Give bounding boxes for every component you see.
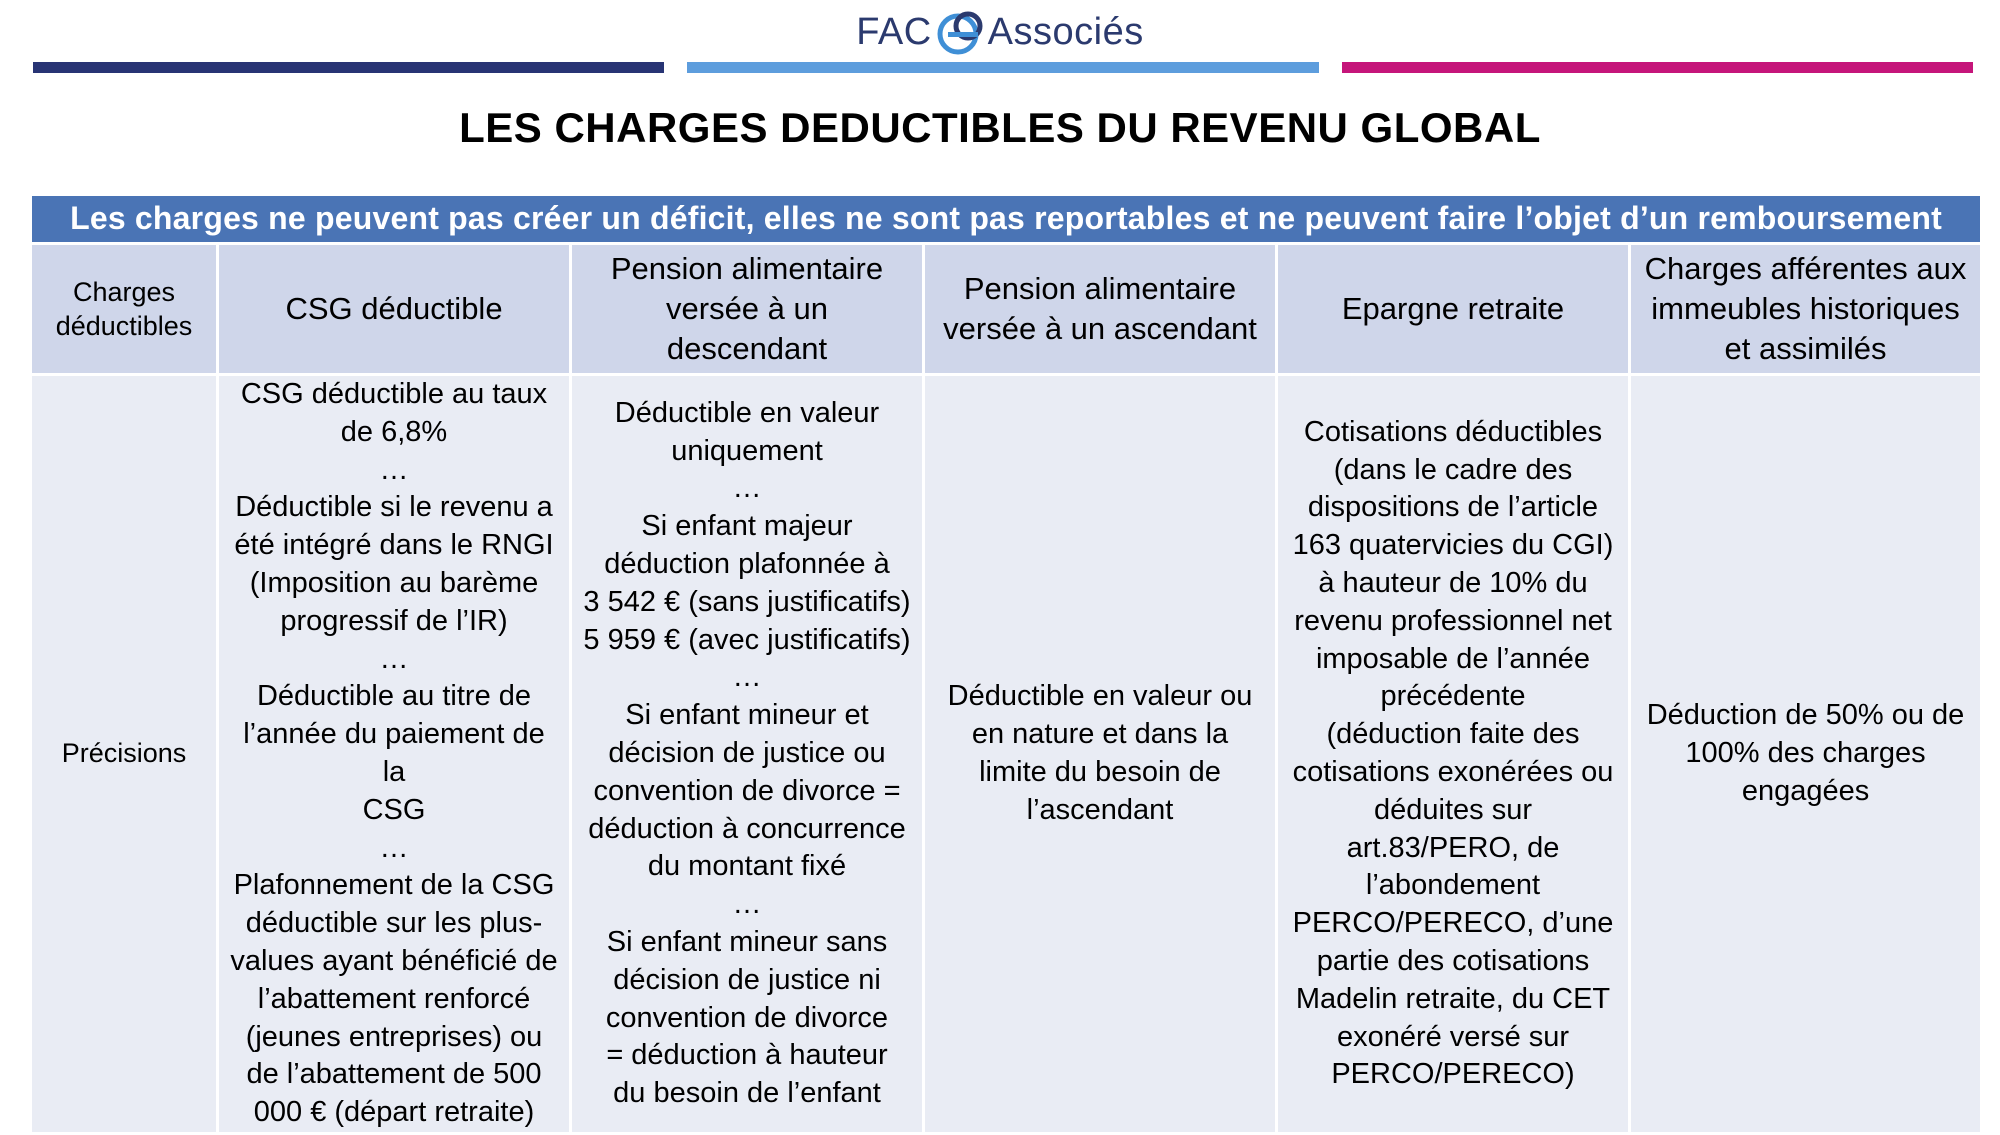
table-cell [571,375,924,1134]
cell-line: revenu professionnel net [1294,604,1612,637]
bar-light-blue [687,62,1318,73]
cell-line: engagées [1741,774,1870,807]
cell-line: déductible sur les plus- [245,907,543,940]
cell-line: décision de justice ou [608,737,886,770]
cell-line: précédente [1380,680,1526,713]
column-header [924,244,1277,375]
column-header [1630,244,1982,375]
cell-line: Plafonnement de la CSG [233,869,555,902]
table-cell [924,375,1277,1134]
cell-line: 100% des charges [1685,737,1926,770]
logo-mark-icon [934,6,986,58]
logo-text-left: FAC [856,10,932,53]
cell-line: … [732,472,762,505]
cell-line: … [379,453,409,486]
cell-line: Déductible si le revenu a [235,491,553,524]
cell-line: (Imposition au barème [249,566,539,599]
cell-line: 163 quatervicies du CGI) [1292,529,1614,562]
cell-line: convention de divorce [605,1001,889,1034]
cell-line: partie des cotisations [1316,944,1590,977]
cell-line: 3 542 € (sans justificatifs) [583,585,911,618]
cell-line: limite du besoin de [979,755,1221,788]
cell-line: PERCO/PERECO, d’une [1292,907,1614,940]
cell-line: en nature et dans la [971,718,1229,751]
table-banner: Les charges ne peuvent pas créer un déficit, elles ne sont pas reportables et ne peuvent faire l’objet d’un remboursement [31,195,1982,244]
cell-line: Si enfant mineur sans [606,926,888,959]
table-cell [1630,375,1982,1134]
logo-text-right: Associés [987,10,1144,53]
column-header [218,244,571,375]
table-cell [1277,375,1630,1134]
cell-line: de l’abattement de 500 [246,1058,542,1091]
cell-line: du montant fixé [647,850,847,883]
cell-line: été intégré dans le RNGI [234,529,554,562]
cell-line: 5 959 € (avec justificatifs) [583,623,911,656]
cell-line: Si enfant majeur [641,510,853,543]
precisions-row [31,375,1982,1134]
bar-magenta [1342,62,1973,73]
cell-line: du besoin de l’enfant [613,1077,881,1110]
cell-line: l’abattement renforcé [257,982,531,1015]
cell-line: et assimilés [1724,331,1887,366]
cell-line: Charges afférentes aux [1644,251,1967,286]
cell-line: values ayant bénéficié de [230,944,558,977]
cell-line: déduction plafonnée à [604,548,890,581]
cell-line: Déduction de 50% ou de [1646,699,1965,732]
cell-line: versée à un descendant [666,291,828,366]
column-header [571,244,924,375]
cell-line: (dans le cadre des [1333,453,1573,486]
cell-line: cotisations exonérées ou [1292,755,1614,788]
cell-line: … [732,661,762,694]
cell-line: imposable de l’année [1315,642,1591,675]
page-title: LES CHARGES DEDUCTIBLES DU REVENU GLOBAL [459,104,1541,151]
cell-line: l’année du paiement de la [243,718,545,788]
cell-line: Déductible au titre de [256,680,532,713]
charges-table [29,193,1983,1135]
cell-line: déductibles [55,311,193,341]
cell-line: Pension alimentaire [610,251,884,286]
cell-line: immeubles historiques [1651,291,1960,326]
cell-line: l’ascendant [1026,793,1174,826]
cell-line: Si enfant mineur et [625,699,869,732]
cell-line: … [379,831,409,864]
column-header [31,244,218,375]
cell-line: 000 € (départ retraite) [253,1096,535,1129]
cell-line: CSG [362,793,426,826]
cell-line: progressif de l’IR) [280,604,508,637]
bar-navy [33,62,664,73]
cell-line: exonéré versé sur [1336,1020,1570,1053]
cell-line: Epargne retraite [1341,291,1565,326]
cell-line: … [379,642,409,675]
cell-line: décision de justice ni [613,963,881,996]
cell-line: Charges [72,277,176,307]
cell-line: Cotisations déductibles [1303,415,1603,448]
cell-line: uniquement [671,434,823,467]
cell-line: Madelin retraite, du CET [1295,982,1611,1015]
header-color-bars [33,62,1973,73]
header-row [31,244,1982,375]
cell-line: = déduction à hauteur [606,1039,888,1072]
cell-line: art.83/PERO, de [1346,831,1560,864]
cell-line: déduction à concurrence [588,812,906,845]
cell-line: … [732,888,762,921]
cell-line: (déduction faite des [1326,718,1580,751]
cell-line: versée à un ascendant [943,311,1257,346]
cell-line: Pension alimentaire [963,271,1237,306]
cell-line: déduites sur [1374,793,1532,826]
cell-line: PERCO/PERECO) [1331,1058,1575,1091]
cell-line: dispositions de l’article [1307,491,1599,524]
cell-line: CSG déductible au taux [240,378,548,410]
cell-line: de 6,8% [340,415,448,448]
cell-line: CSG déductible [285,291,503,326]
table-cell [218,375,571,1134]
logo [0,6,2000,58]
cell-line: à hauteur de 10% du [1318,566,1588,599]
cell-line: Déductible en valeur [614,396,880,429]
cell-line: Déductible en valeur ou [947,680,1253,713]
cell-line: l’abondement [1365,869,1541,902]
column-header [1277,244,1630,375]
row-label: Précisions [31,375,218,1134]
cell-line: (jeunes entreprises) ou [245,1020,543,1053]
cell-line: convention de divorce = [593,774,901,807]
